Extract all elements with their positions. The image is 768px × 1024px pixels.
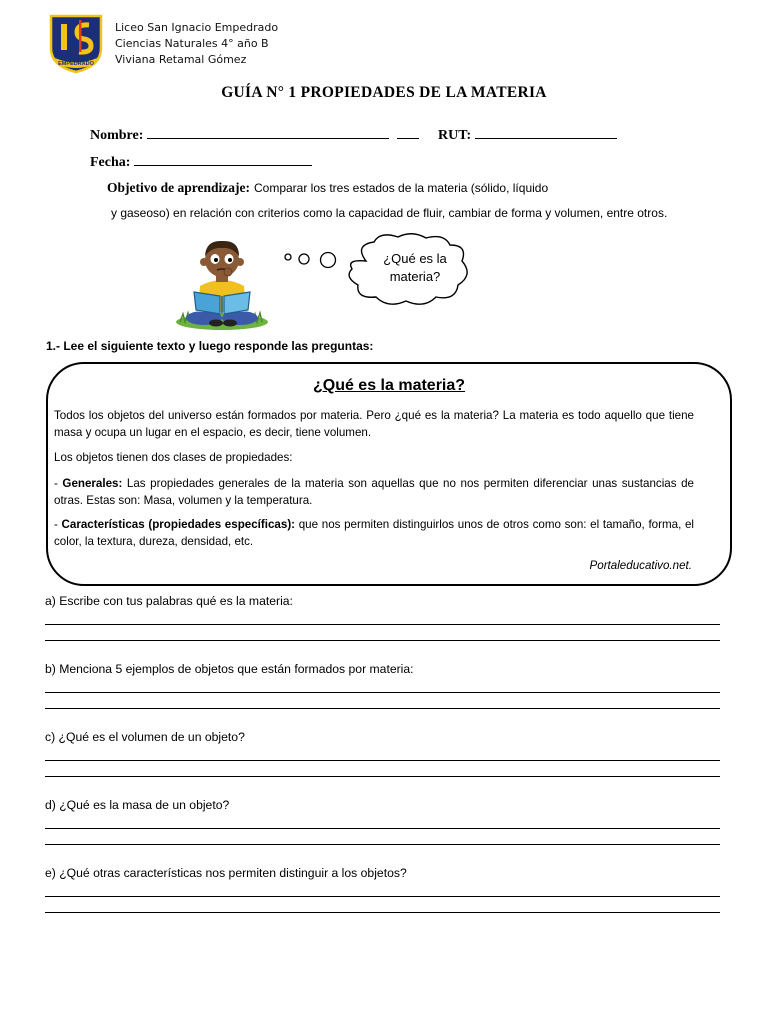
course-name: Ciencias Naturales 4° año B — [115, 37, 269, 50]
paragraph-generales: - Generales: Las propiedades generales de la materia son aquellas que no nos permiten diferenciar unas sustancias de otras. Estas son: Masa, volumen y la temperatura. — [54, 477, 694, 507]
answer-line[interactable] — [45, 624, 720, 625]
answer-line[interactable] — [45, 776, 720, 777]
answer-line[interactable] — [45, 708, 720, 709]
thought-text: ¿Qué es la materia? — [383, 251, 447, 284]
reading-title: ¿Qué es la materia? — [312, 377, 466, 394]
paragraph-caracteristicas: - Características (propiedades específicas): que nos permiten distinguirlos unos de otros como son: el tamaño, forma, el color, la textura, dureza, densidad, etc. — [54, 518, 694, 548]
objective-line-2: y gaseoso) en relación con criterios como la capacidad de fluir, cambiar de forma y volumen, entre otros. — [111, 206, 668, 220]
answer-line[interactable] — [45, 844, 720, 845]
nombre-field[interactable] — [90, 126, 419, 144]
teacher-name: Viviana Retamal Gómez — [115, 53, 247, 66]
generales-label: Generales: — [62, 477, 123, 490]
boy-reading-illustration — [172, 238, 272, 334]
instruction: 1.- Lee el siguiente texto y luego responde las preguntas: — [46, 339, 374, 353]
question-a: a) Escribe con tus palabras qué es la materia: — [45, 594, 293, 608]
answer-line[interactable] — [45, 692, 720, 693]
objective-line-1: Objetivo de aprendizaje: Comparar los tres estados de la materia (sólido, líquido — [107, 180, 549, 195]
answer-line[interactable] — [45, 896, 720, 897]
paragraph-2: Los objetos tienen dos clases de propiedades: — [54, 451, 293, 464]
rut-label: RUT: — [438, 128, 472, 143]
school-logo — [49, 14, 103, 74]
answer-line[interactable] — [45, 760, 720, 761]
nombre-label: Nombre: — [90, 128, 144, 143]
logo-text: EMPEDRADO — [58, 61, 94, 67]
source-credit: Portaleducativo.net. — [589, 559, 692, 572]
objective-label: Objetivo de aprendizaje: — [107, 180, 250, 195]
fecha-field[interactable] — [90, 153, 312, 171]
school-name: Liceo San Ignacio Empedrado — [115, 21, 279, 34]
answer-line[interactable] — [45, 912, 720, 913]
page-title: GUÍA N° 1 PROPIEDADES DE LA MATERIA — [221, 84, 547, 101]
caracteristicas-label: Características (propiedades específicas): — [61, 518, 296, 531]
question-b: b) Menciona 5 ejemplos de objetos que están formados por materia: — [45, 662, 414, 676]
rut-field[interactable] — [438, 126, 617, 144]
question-c: c) ¿Qué es el volumen de un objeto? — [45, 730, 245, 744]
answer-line[interactable] — [45, 828, 720, 829]
fecha-label: Fecha: — [90, 155, 131, 170]
paragraph-1: Todos los objetos del universo están formados por materia. Pero ¿qué es la materia? La materia es todo aquello que tiene masa y ocupa un lugar en el espacio, es decir, tiene volumen. — [54, 409, 694, 439]
reading-box — [46, 362, 732, 586]
question-d: d) ¿Qué es la masa de un objeto? — [45, 798, 230, 812]
question-e: e) ¿Qué otras características nos permiten distinguir a los objetos? — [45, 866, 407, 880]
answer-line[interactable] — [45, 640, 720, 641]
